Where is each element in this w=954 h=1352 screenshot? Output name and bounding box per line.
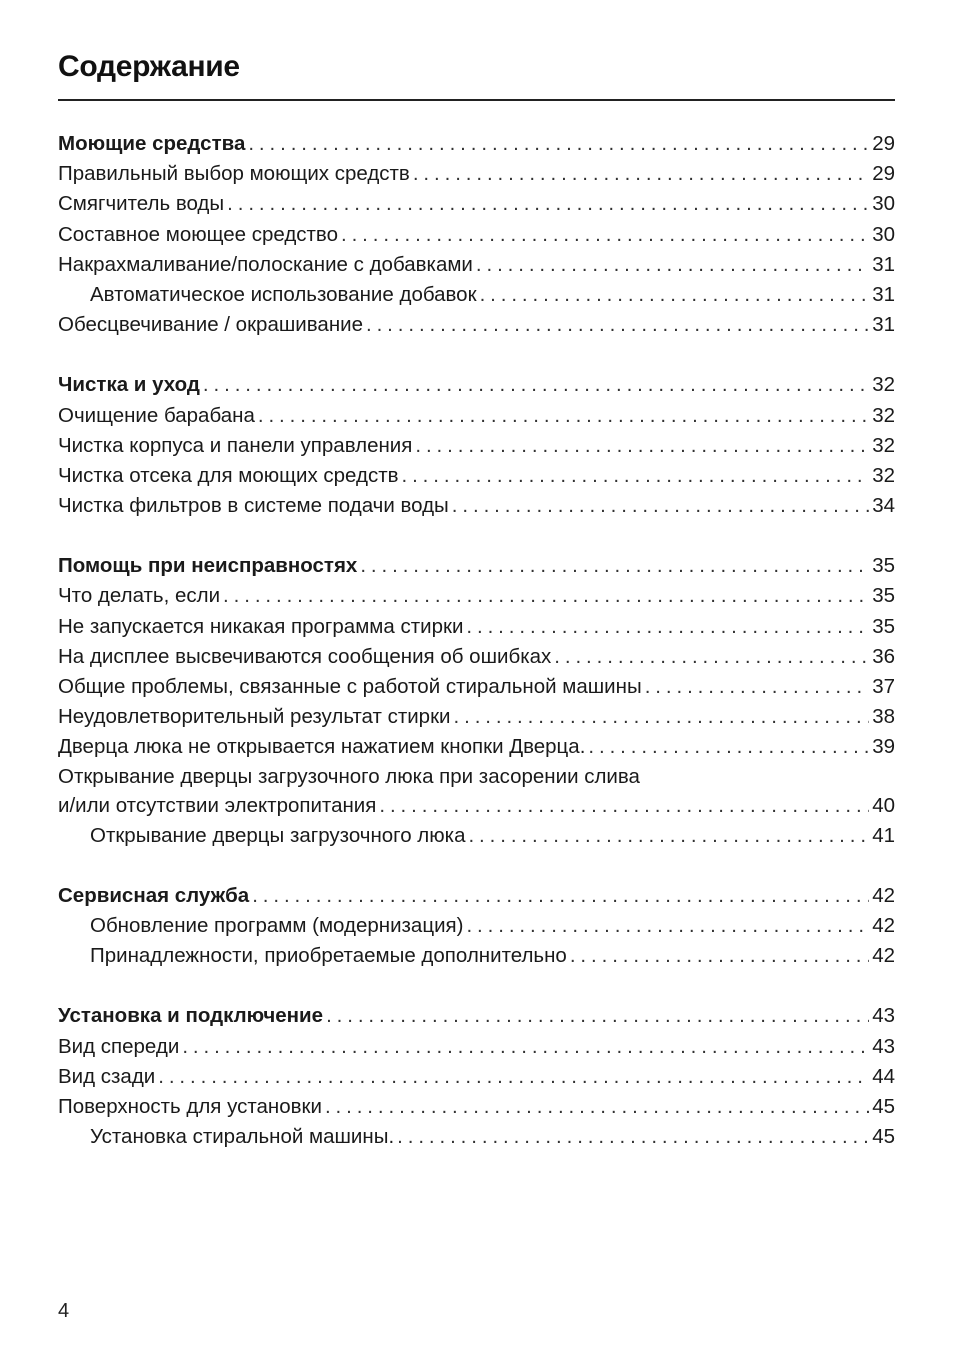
toc-entry-page: 44 — [872, 1064, 895, 1088]
toc-entry[interactable] — [58, 491, 895, 521]
toc-entry-title: На дисплее высвечиваются сообщения об ошибках — [58, 642, 551, 672]
toc-entry[interactable] — [58, 732, 895, 762]
toc-entry[interactable] — [58, 431, 895, 461]
toc-heading-entry[interactable] — [58, 881, 895, 911]
toc-entry[interactable] — [58, 280, 895, 310]
toc-entry-title: Принадлежности, приобретаемые дополнительно — [58, 941, 567, 971]
toc-entry-title: Вид спереди — [58, 1032, 179, 1062]
toc-entry[interactable] — [58, 911, 895, 941]
dot-leader — [182, 1032, 869, 1062]
toc-entry-title: Установка стиральной машины. — [58, 1122, 394, 1152]
dot-leader — [258, 401, 869, 431]
toc-heading-entry[interactable] — [58, 551, 895, 581]
dot-leader — [326, 1001, 869, 1031]
toc-heading-entry[interactable] — [58, 370, 895, 400]
toc-entry-title: Чистка отсека для моющих средств — [58, 461, 399, 491]
toc-section — [58, 551, 895, 851]
toc-entry[interactable] — [58, 612, 895, 642]
toc-entry[interactable] — [58, 1092, 895, 1122]
toc-section — [58, 1001, 895, 1152]
toc-entry[interactable] — [58, 220, 895, 250]
toc-entry-title: Сервисная служба — [58, 881, 249, 911]
dot-leader — [366, 310, 869, 340]
dot-leader — [588, 732, 869, 762]
toc-entry-page: 42 — [872, 944, 895, 968]
toc-entry-page: 31 — [872, 282, 895, 306]
dot-leader — [252, 881, 869, 911]
dot-leader — [570, 941, 869, 971]
dot-leader — [415, 431, 869, 461]
toc-entry-title: Обновление программ (модернизация) — [58, 911, 463, 941]
toc-entry-page: 36 — [872, 644, 895, 668]
toc-entry-page: 38 — [872, 705, 895, 729]
toc-entry-page: 29 — [872, 132, 895, 155]
dot-leader — [203, 370, 869, 400]
dot-leader — [468, 821, 869, 851]
toc-entry-page: 32 — [872, 433, 895, 457]
toc-entry[interactable] — [58, 159, 895, 189]
dot-leader — [476, 250, 869, 280]
dot-leader — [466, 911, 869, 941]
toc-entry-page: 37 — [872, 675, 895, 698]
page-title: Содержание — [58, 50, 240, 83]
toc-entry-title: и/или отсутствии электропитания — [58, 791, 376, 821]
toc-entry-page: 42 — [872, 913, 895, 937]
toc-entry-page: 31 — [872, 252, 895, 276]
toc-entry-page: 39 — [872, 735, 895, 759]
toc-entry-title: Открывание дверцы загрузочного люка — [58, 821, 465, 851]
toc-entry-page: 41 — [872, 823, 895, 847]
dot-leader — [227, 189, 869, 219]
toc-entry-page: 32 — [872, 463, 895, 487]
toc-entry-title: Смягчитель воды — [58, 189, 224, 219]
dot-leader — [645, 672, 869, 702]
toc-entry-title: Автоматическое использование добавок — [58, 280, 477, 310]
dot-leader — [223, 581, 869, 611]
dot-leader — [402, 461, 870, 491]
toc-entry-page: 43 — [872, 1034, 895, 1058]
dot-leader — [454, 702, 870, 732]
toc-entry[interactable] — [58, 461, 895, 491]
toc-heading-entry[interactable] — [58, 129, 895, 159]
toc-entry[interactable] — [58, 821, 895, 851]
toc-entry-title: Моющие средства — [58, 129, 245, 159]
toc-entry-title: Накрахмаливание/полоскание с добавками — [58, 250, 473, 280]
toc-entry-page: 35 — [872, 614, 895, 638]
toc-entry-title: Составное моющее средство — [58, 220, 338, 250]
toc-entry-title: Правильный выбор моющих средств — [58, 159, 410, 189]
toc-heading-entry[interactable] — [58, 1001, 895, 1031]
toc-entry-title: Чистка фильтров в системе подачи воды — [58, 491, 449, 521]
toc-entry-title: Чистка и уход — [58, 370, 200, 400]
toc-entry-title: Неудовлетворительный результат стирки — [58, 702, 451, 732]
toc-entry-page: 32 — [872, 373, 895, 397]
toc-entry-title: Вид сзади — [58, 1062, 155, 1092]
toc-section — [58, 129, 895, 340]
toc-entry[interactable] — [58, 672, 895, 702]
toc-entry-title: Обесцвечивание / окрашивание — [58, 310, 363, 340]
dot-leader — [413, 159, 869, 189]
toc-entry[interactable] — [58, 702, 895, 732]
dot-leader — [397, 1122, 869, 1152]
dot-leader — [325, 1092, 869, 1122]
toc-entry-page: 30 — [872, 222, 895, 246]
toc-entry[interactable] — [58, 310, 895, 340]
toc-entry[interactable] — [58, 763, 895, 821]
toc-entry-page: 31 — [872, 313, 895, 337]
toc-section — [58, 370, 895, 521]
toc-entry-page: 29 — [872, 162, 895, 186]
toc-entry[interactable] — [58, 1062, 895, 1092]
dot-leader — [341, 220, 869, 250]
toc-entry-page: 34 — [872, 494, 895, 518]
dot-leader — [158, 1062, 869, 1092]
toc-entry[interactable] — [58, 1032, 895, 1062]
toc-entry-title: Чистка корпуса и панели управления — [58, 431, 412, 461]
toc-entry-title: Очищение барабана — [58, 401, 255, 431]
toc-entry[interactable] — [58, 941, 895, 971]
toc-entry[interactable] — [58, 1122, 895, 1152]
toc-entry-title: Поверхность для установки — [58, 1092, 322, 1122]
dot-leader — [452, 491, 869, 521]
toc-entry-page: 40 — [872, 793, 895, 817]
toc-entry-title: Что делать, если — [58, 581, 220, 611]
toc-entry-page: 32 — [872, 403, 895, 427]
toc-entry-title: Общие проблемы, связанные с работой стиральной машины — [58, 672, 642, 702]
toc-entry-page: 45 — [872, 1125, 895, 1149]
toc-entry[interactable] — [58, 189, 895, 219]
dot-leader — [379, 791, 869, 821]
dot-leader — [466, 612, 869, 642]
toc-entry-title: Дверца люка не открывается нажатием кнопки Дверца. — [58, 732, 585, 762]
toc-entry[interactable] — [58, 581, 895, 611]
table-of-contents — [58, 129, 895, 1182]
dot-leader — [360, 551, 869, 581]
toc-entry[interactable] — [58, 642, 895, 672]
toc-entry-title: Установка и подключение — [58, 1001, 323, 1031]
toc-entry-title: Не запускается никакая программа стирки — [58, 612, 463, 642]
toc-entry-page: 45 — [872, 1094, 895, 1118]
toc-entry-page: 30 — [872, 192, 895, 216]
toc-entry[interactable] — [58, 401, 895, 431]
toc-entry-title: Открывание дверцы загрузочного люка при засорении слива — [58, 764, 640, 788]
toc-entry-title: Помощь при неисправностях — [58, 551, 357, 581]
toc-entry-page: 42 — [872, 883, 895, 907]
toc-entry-page: 35 — [872, 554, 895, 578]
dot-leader — [554, 642, 869, 672]
toc-section — [58, 881, 895, 972]
toc-entry[interactable] — [58, 250, 895, 280]
toc-entry-page: 35 — [872, 584, 895, 608]
title-divider — [58, 99, 895, 101]
dot-leader — [248, 129, 869, 159]
toc-entry-page: 43 — [872, 1004, 895, 1028]
dot-leader — [480, 280, 870, 310]
page-number: 4 — [58, 1300, 70, 1322]
